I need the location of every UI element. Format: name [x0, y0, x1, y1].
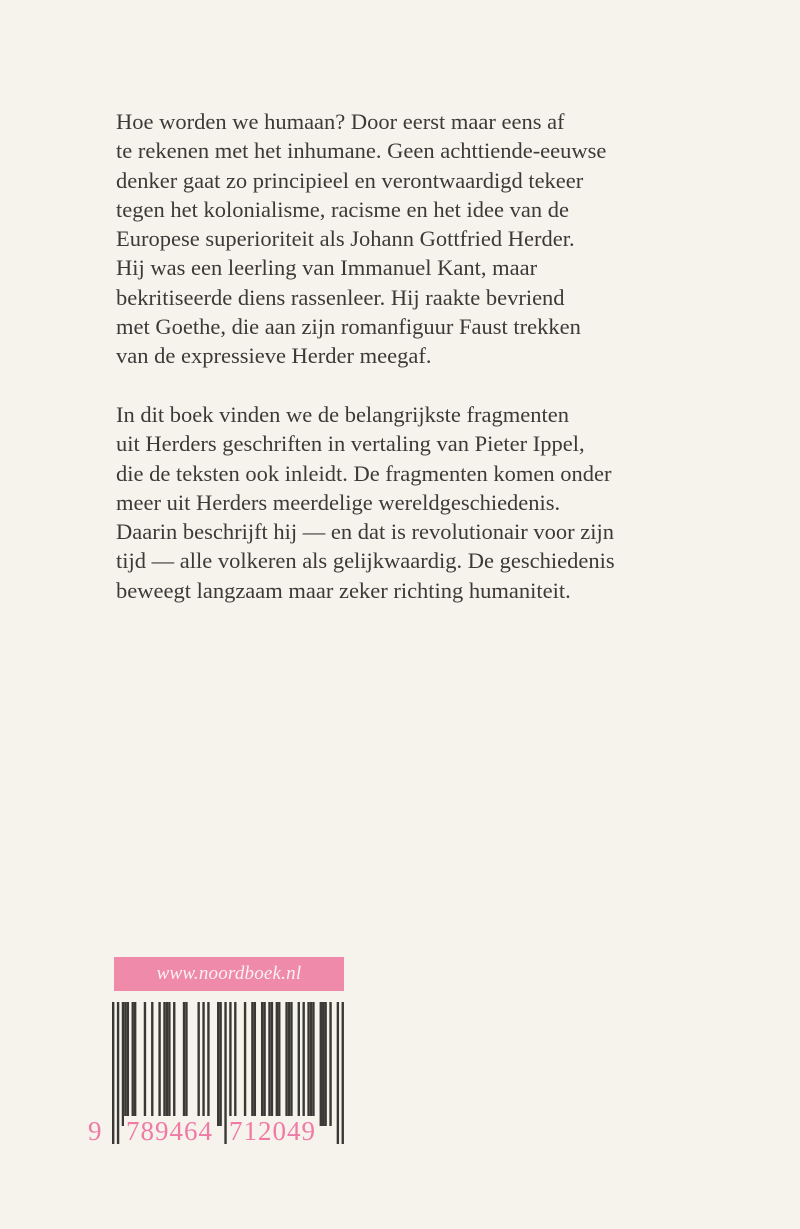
barcode-bar: [276, 1002, 278, 1126]
barcode-bar: [117, 1002, 119, 1144]
isbn-right-digits: 712049: [229, 1116, 316, 1146]
barcode-bar: [197, 1002, 199, 1126]
barcode-bar: [307, 1002, 309, 1126]
barcode-bar: [329, 1002, 331, 1126]
barcode-bar: [207, 1002, 209, 1126]
barcode-bar: [112, 1002, 114, 1144]
publisher-url-band: [114, 957, 344, 991]
blurb-paragraph-2: [116, 400, 676, 605]
barcode-bar: [254, 1002, 256, 1126]
barcode-bar: [278, 1002, 280, 1126]
barcode-bar: [173, 1002, 175, 1126]
blurb-line: Hoe worden we humaan? Door eerst maar eens af: [116, 109, 565, 134]
blurb-line: In dit boek vinden we de belangrijkste fragmenten: [116, 402, 569, 427]
barcode-bar: [158, 1002, 160, 1126]
barcode-bar: [324, 1002, 326, 1126]
blurb-line: denker gaat zo principieel en verontwaardigd tekeer: [116, 167, 584, 193]
barcode-bar: [202, 1002, 204, 1126]
blurb-line: tijd — alle volkeren als gelijkwaardig. De geschiedenis: [116, 548, 615, 574]
barcode-bar: [234, 1002, 236, 1126]
barcode-bar: [168, 1002, 170, 1126]
barcode-bar: [263, 1002, 265, 1126]
blurb-line: die de teksten ook inleidt. De fragmenten komen onder: [116, 460, 612, 486]
barcode-bar: [127, 1002, 129, 1126]
barcode-bar: [251, 1002, 253, 1126]
barcode-bar: [261, 1002, 263, 1126]
blurb-line: meer uit Herders meerdelige wereldgeschiedenis.: [116, 489, 561, 515]
barcode-bar: [183, 1002, 185, 1126]
blurb-line: bekritiseerde diens rassenleer. Hij raakte bevriend: [116, 284, 565, 310]
isbn-left-digits: 789464: [126, 1116, 213, 1146]
barcode-bar: [244, 1002, 246, 1126]
publisher-url: www.noordboek.nl: [156, 963, 302, 984]
barcode-bar: [312, 1002, 314, 1126]
barcode-bar: [320, 1002, 322, 1126]
barcode-bar: [271, 1002, 273, 1126]
barcode-bar: [217, 1002, 219, 1126]
blurb-line: te rekenen met het inhumane. Geen achttiende-eeuwse: [116, 138, 607, 164]
barcode-bar: [310, 1002, 312, 1126]
barcode-bar: [144, 1002, 146, 1126]
blurb-paragraph-1: [116, 107, 676, 371]
isbn-lead-digit: 9: [88, 1116, 103, 1146]
blurb-line: Hij was een leerling van Immanuel Kant, maar: [116, 255, 538, 281]
barcode-bar: [342, 1002, 344, 1144]
blurb-line: tegen het kolonialisme, racisme en het idee van de: [116, 196, 569, 222]
barcode-bar: [134, 1002, 136, 1126]
barcode-bar: [219, 1002, 221, 1126]
barcode-bar: [288, 1002, 290, 1126]
barcode-bar: [337, 1002, 339, 1144]
barcode-bar: [151, 1002, 153, 1126]
barcode-bar: [166, 1002, 168, 1126]
barcode-bar: [124, 1002, 126, 1126]
barcode-bar: [163, 1002, 165, 1126]
barcode-bar: [302, 1002, 304, 1126]
barcode-bar: [185, 1002, 187, 1126]
barcode-bar: [268, 1002, 270, 1126]
blurb-line: van de expressieve Herder meegaf.: [116, 343, 432, 369]
barcode-bar: [290, 1002, 292, 1126]
barcode-bar: [298, 1002, 300, 1126]
blurb-line: met Goethe, die aan zijn romanfiguur Faust trekken: [116, 314, 581, 340]
blurb-line: beweegt langzaam maar zeker richting humaniteit.: [116, 577, 571, 603]
blurb-line: Daarin beschrijft hij — en dat is revolutionair voor zijn: [116, 519, 614, 545]
barcode-bar: [285, 1002, 287, 1126]
barcode-bar: [122, 1002, 124, 1126]
barcode-bar: [322, 1002, 324, 1126]
barcode-bar: [132, 1002, 134, 1126]
blurb-line: Europese superioriteit als Johann Gottfried Herder.: [116, 226, 575, 252]
blurb-line: uit Herders geschriften in vertaling van Pieter Ippel,: [116, 431, 585, 457]
